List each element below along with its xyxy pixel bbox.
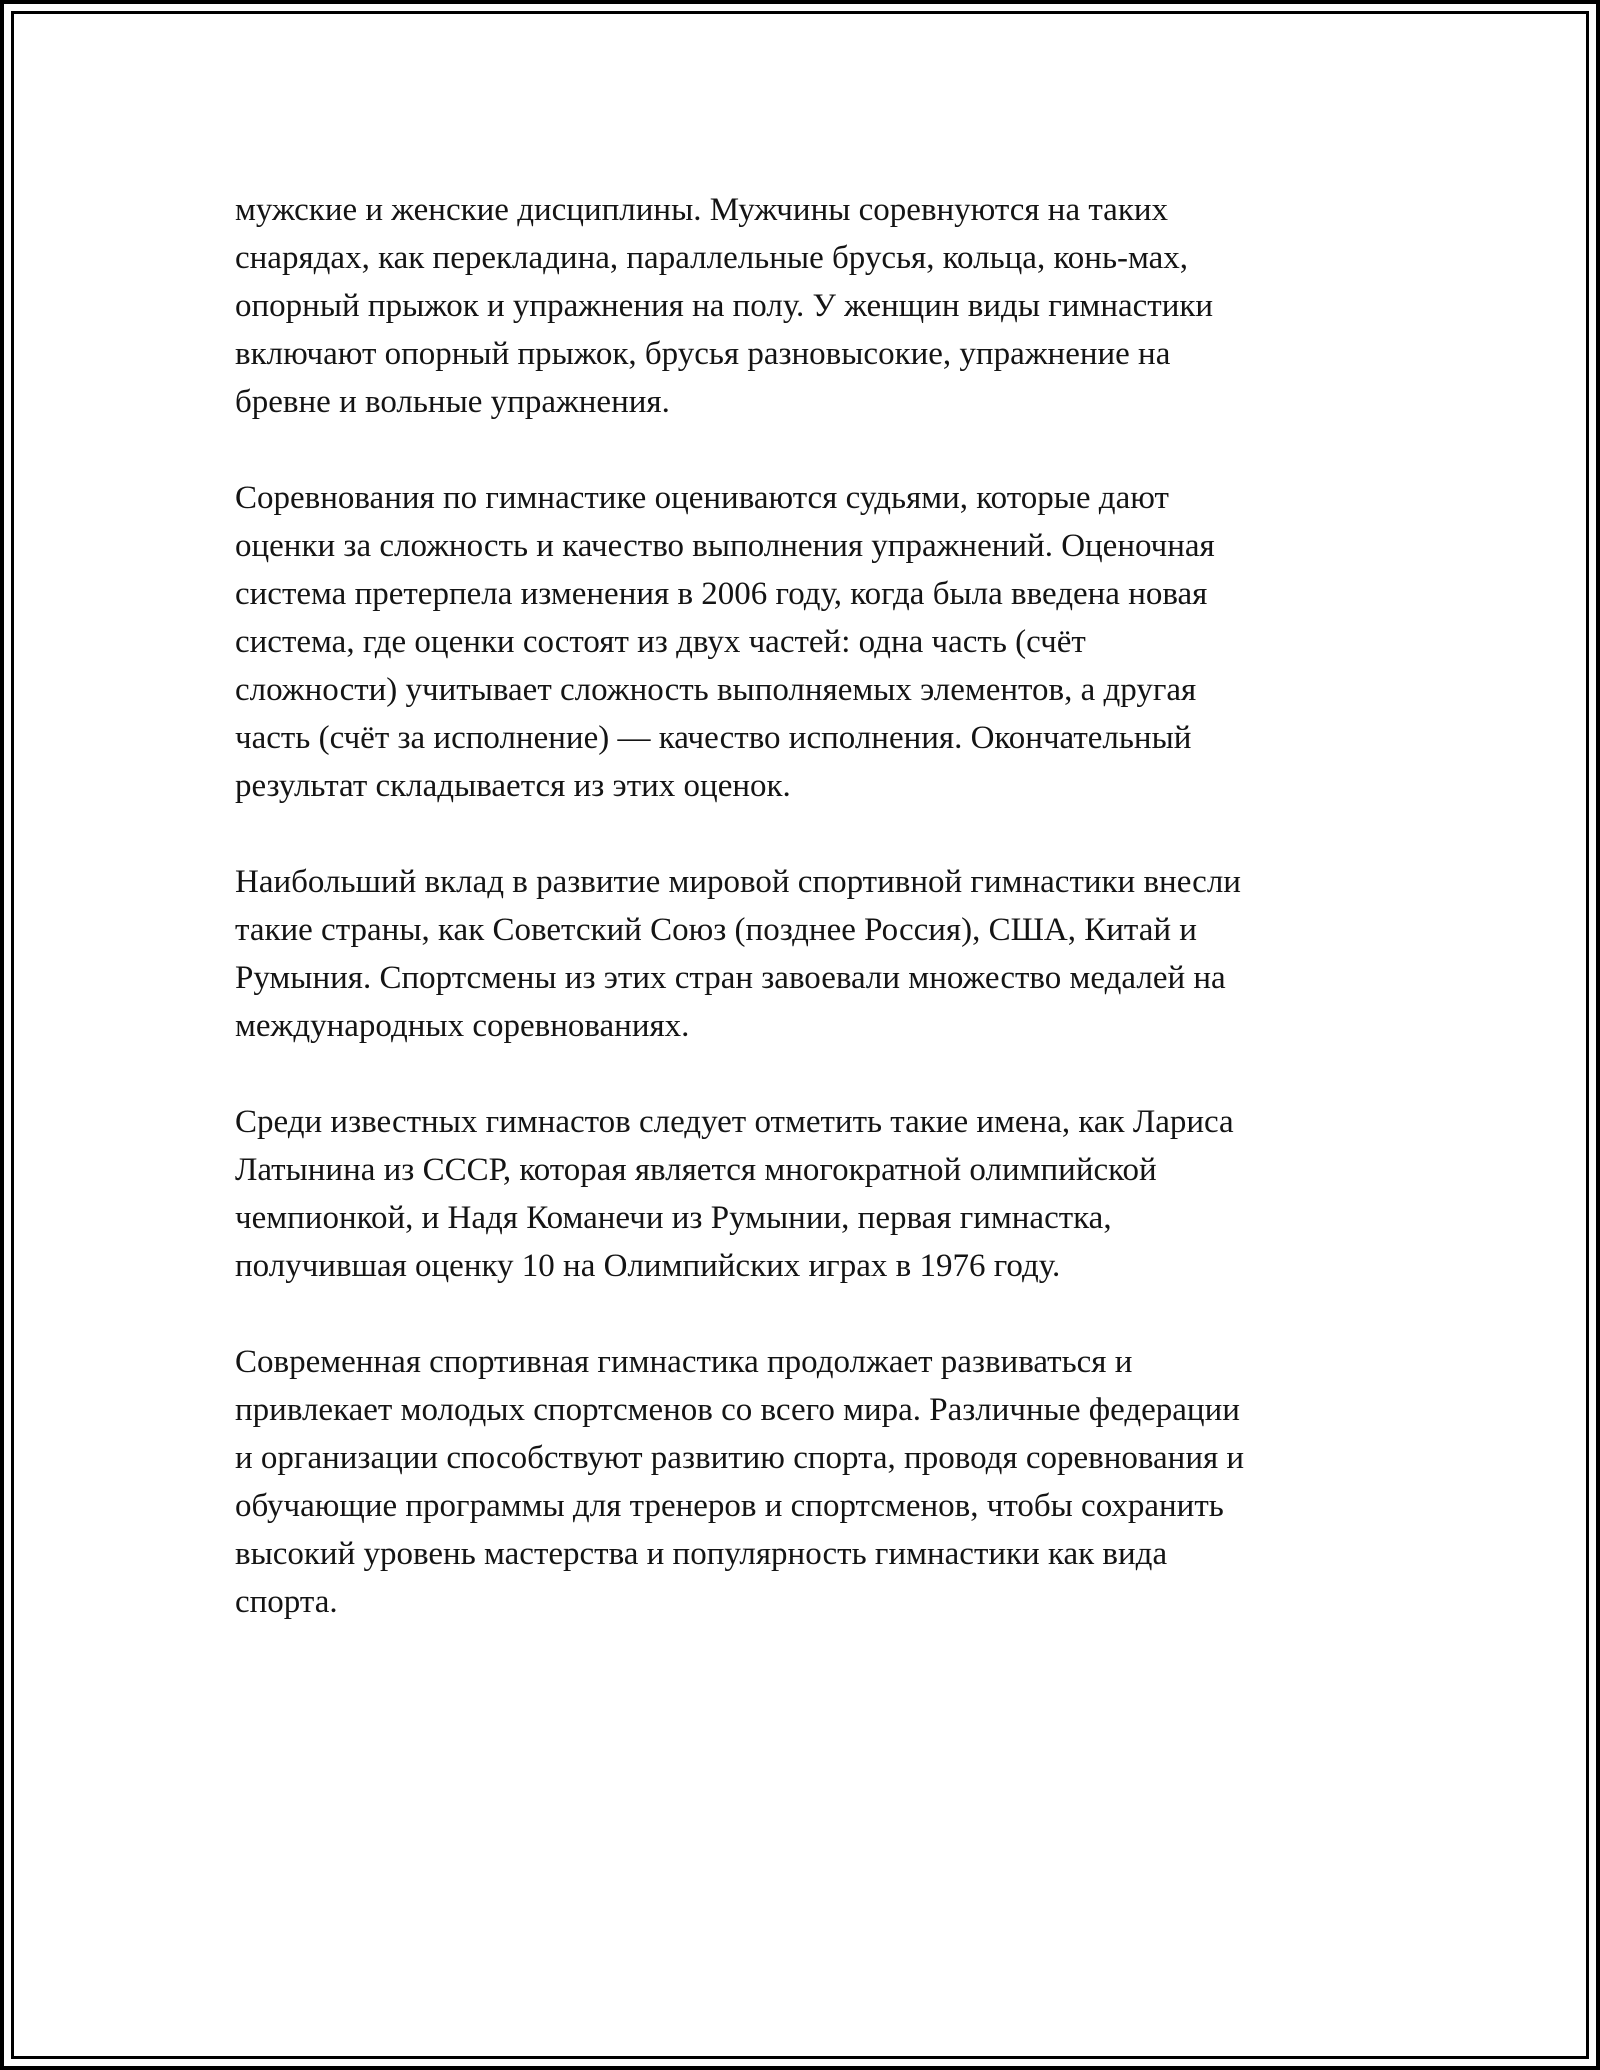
paragraph-famous-gymnasts: Среди известных гимнастов следует отметить такие имена, как Лариса Латынина из СССР, которая является многократной олимпийской чемпионкой, и Надя Команечи из Румынии, первая гимнастка, получившая оценку 10 на Олимпийских играх в 1976 году. bbox=[235, 1104, 1234, 1284]
paragraph-judging: Соревнования по гимнастике оцениваются судьями, которые дают оценки за сложность и качество выполнения упражнений. Оценочная система претерпела изменения в 2006 году, когда была введена новая система, где оценки состоят из двух частей: одна часть (счёт сложности) учитывает сложность выполняемых элементов, а другая часть (счёт за исполнение) — качество исполнения. Окончательный результат складывается из этих оценок. bbox=[235, 480, 1215, 804]
paragraph-disciplines: мужские и женские дисциплины. Мужчины соревнуются на таких снарядах, как перекладина, параллельные брусья, кольца, конь-мах, опорный прыжок и упражнения на полу. У женщин виды гимнастики включают опорный прыжок, брусья разновысокие, упражнение на бревне и вольные упражнения. bbox=[235, 192, 1214, 420]
document-body bbox=[235, 186, 1380, 1626]
paragraph-modern-gymnastics: Современная спортивная гимнастика продолжает развиваться и привлекает молодых спортсменов со всего мира. Различные федерации и организации способствуют развитию спорта, проводя соревнования и обучающие программы для тренеров и спортсменов, чтобы сохранить высокий уровень мастерства и популярность гимнастики как вида спорта. bbox=[235, 1344, 1245, 1620]
paragraph-countries: Наибольший вклад в развитие мировой спортивной гимнастики внесли такие страны, как Советский Союз (позднее Россия), США, Китай и Румыния. Спортсмены из этих стран завоевали множество медалей на международных соревнованиях. bbox=[235, 864, 1241, 1044]
